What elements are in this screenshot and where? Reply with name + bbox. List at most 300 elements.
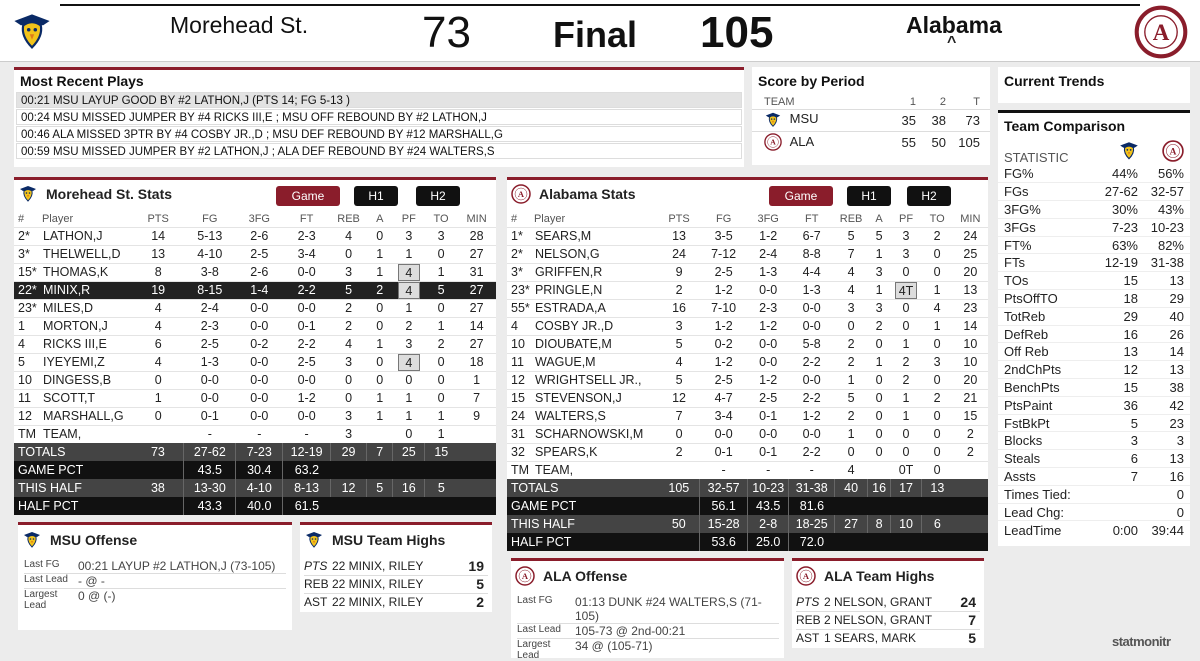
high-value: 7	[956, 611, 980, 629]
col-header[interactable]: 3FG	[236, 211, 283, 227]
stat-name: 2ndChPts	[998, 361, 1078, 379]
stat-cell: 1	[425, 425, 457, 443]
msu-stat-value: 13	[1078, 343, 1138, 361]
alabama-logo-icon	[1133, 4, 1189, 60]
stat-name: Lead Chg:	[998, 503, 1078, 521]
high-stat: AST	[304, 593, 332, 611]
stat-cell: 2	[658, 443, 699, 461]
stat-name: 3FGs	[998, 218, 1078, 236]
ala-stats-panel	[507, 177, 988, 547]
comparison-row	[998, 432, 1190, 450]
current-trends-panel	[998, 67, 1190, 103]
col-header[interactable]: Player	[42, 211, 132, 227]
stat-cell: 0-0	[184, 371, 236, 389]
col-header[interactable]: FG	[184, 211, 236, 227]
player-row[interactable]	[14, 281, 496, 299]
stat-cell: 2-5	[700, 371, 748, 389]
stat-cell: 4	[132, 317, 184, 335]
summary-cell: 5	[425, 479, 457, 497]
team-comparison-table	[998, 140, 1190, 165]
player-name: PRINGLE,N	[534, 281, 658, 299]
stat-cell: 0	[890, 317, 921, 335]
msu-offense-title: MSU Offense	[50, 532, 137, 548]
stat-cell: 13	[658, 227, 699, 245]
stat-cell: 4	[330, 335, 367, 353]
player-row[interactable]	[507, 227, 988, 245]
high-player: 22 MINIX, RILEY	[332, 557, 460, 575]
stat-cell: 2*	[507, 245, 534, 263]
summary-cell	[868, 533, 891, 551]
stat-cell: 0-0	[236, 299, 283, 317]
stat-cell: 15	[507, 389, 534, 407]
stat-cell: 5-13	[184, 227, 236, 245]
col-header[interactable]: PF	[393, 211, 425, 227]
summary-cell	[132, 461, 184, 479]
stat-cell: 5	[835, 389, 868, 407]
col-team: TEAM	[752, 95, 886, 109]
player-row[interactable]	[507, 389, 988, 407]
stat-cell: 24	[658, 245, 699, 263]
stat-cell: 3	[835, 299, 868, 317]
play-item: 00:21 MSU LAYUP GOOD BY #2 LATHON,J (PTS 14; FG 5-13 )	[16, 92, 742, 108]
half-pct-row	[14, 497, 496, 515]
stat-cell: -	[789, 461, 835, 479]
stat-cell: 1	[367, 335, 393, 353]
stat-cell: 2	[835, 353, 868, 371]
player-row[interactable]	[14, 425, 496, 443]
col-header[interactable]: FG	[700, 211, 748, 227]
ala-stat-value: 10-23	[1138, 218, 1190, 236]
summary-cell: 40.0	[236, 497, 283, 515]
stat-cell: 2-5	[283, 353, 330, 371]
stat-cell: 1	[835, 371, 868, 389]
player-row[interactable]	[14, 371, 496, 389]
stat-cell: 0	[922, 371, 953, 389]
stat-cell	[367, 425, 393, 443]
comparison-row	[998, 254, 1190, 272]
stat-cell: 1-2	[700, 281, 748, 299]
player-name: TEAM,	[42, 425, 132, 443]
col-header[interactable]: TO	[922, 211, 953, 227]
stat-cell: 0-1	[700, 443, 748, 461]
stat-cell: 0-0	[789, 317, 835, 335]
summary-cell: 25	[393, 443, 425, 461]
comparison-row	[998, 521, 1190, 539]
stat-cell: 4	[14, 335, 42, 353]
stat-cell: 14	[457, 317, 496, 335]
stat-cell: 2	[835, 335, 868, 353]
stat-cell: 14	[953, 317, 988, 335]
player-name: SCHARNOWSKI,M	[534, 425, 658, 443]
high-stat: AST	[796, 629, 824, 647]
ala-highs-title: ALA Team Highs	[824, 568, 934, 584]
player-row[interactable]	[14, 227, 496, 245]
stat-name: TotReb	[998, 307, 1078, 325]
ala-stat-value: 13	[1138, 361, 1190, 379]
summary-cell	[425, 461, 457, 479]
comparison-row	[998, 361, 1190, 379]
ala-stat-value: 14	[1138, 343, 1190, 361]
stat-cell: 1	[367, 245, 393, 263]
comparison-row	[998, 468, 1190, 486]
ala-stats-table	[507, 211, 988, 551]
summary-cell: 105	[658, 479, 699, 497]
comparison-row	[998, 396, 1190, 414]
stat-cell: 6-7	[789, 227, 835, 245]
team-high-row	[796, 593, 980, 611]
stat-cell: 4	[835, 461, 868, 479]
summary-cell: 73	[132, 443, 184, 461]
player-row[interactable]	[507, 263, 988, 281]
stat-name: Off Reb	[998, 343, 1078, 361]
col-header[interactable]: #	[507, 211, 534, 227]
stat-cell: 1	[890, 389, 921, 407]
stat-cell	[393, 353, 425, 371]
statmonitr-logo: statmonitr	[1112, 634, 1171, 649]
stat-cell: 10	[953, 335, 988, 353]
largest-lead-value: 0 @ (-)	[78, 589, 286, 612]
comparison-row	[998, 379, 1190, 397]
stat-cell: 2-6	[236, 263, 283, 281]
stat-cell: 1	[922, 281, 953, 299]
game-button[interactable]: Game	[769, 186, 833, 206]
stat-cell: 0-0	[236, 317, 283, 335]
stat-cell: 20	[953, 371, 988, 389]
player-name: LATHON,J	[42, 227, 132, 245]
stat-cell: 3	[658, 317, 699, 335]
summary-cell: THIS HALF	[507, 515, 658, 533]
totals-row	[14, 443, 496, 461]
high-stat: PTS	[304, 557, 332, 575]
comparison-row	[998, 343, 1190, 361]
msu-stat-value: 12-19	[1078, 254, 1138, 272]
ala-stat-value: 43%	[1138, 201, 1190, 219]
stat-cell: 2-2	[283, 335, 330, 353]
period-score: 35	[886, 109, 916, 131]
stat-cell: 0-0	[747, 353, 788, 371]
stat-cell: 2-2	[789, 443, 835, 461]
stat-cell: 0	[367, 227, 393, 245]
ala-highs-table	[796, 593, 980, 647]
stat-cell: 7-10	[700, 299, 748, 317]
stat-cell: 1	[890, 335, 921, 353]
player-row[interactable]	[14, 317, 496, 335]
player-row[interactable]	[507, 353, 988, 371]
player-name: RICKS III,E	[42, 335, 132, 353]
col-header[interactable]: REB	[330, 211, 367, 227]
foul-warning-box: 4	[398, 354, 420, 371]
stat-cell: 0	[868, 425, 891, 443]
team-high-row	[304, 575, 488, 593]
ala-highs-panel	[792, 558, 984, 648]
player-row[interactable]	[14, 407, 496, 425]
player-name: NELSON,G	[534, 245, 658, 263]
summary-cell: 15-28	[700, 515, 748, 533]
player-row[interactable]	[14, 263, 496, 281]
player-row[interactable]	[507, 281, 988, 299]
stat-cell: 2	[868, 317, 891, 335]
eagle-logo-icon	[18, 184, 38, 204]
last-fg-label: Last FG	[517, 595, 575, 624]
stat-cell: 27	[457, 281, 496, 299]
player-row[interactable]	[14, 335, 496, 353]
stat-cell	[457, 425, 496, 443]
player-row[interactable]	[507, 425, 988, 443]
stat-cell: 0	[330, 371, 367, 389]
player-row[interactable]	[14, 389, 496, 407]
stat-cell: 13	[953, 281, 988, 299]
stat-cell: 0	[425, 353, 457, 371]
col-header[interactable]: FT	[283, 211, 330, 227]
period-row-msu	[752, 109, 990, 131]
player-row[interactable]	[507, 245, 988, 263]
stat-cell: 0-1	[747, 407, 788, 425]
stat-cell: 2-5	[236, 245, 283, 263]
msu-stat-value: 44%	[1078, 165, 1138, 183]
ala-stat-value: 38	[1138, 379, 1190, 397]
stat-cell: 5	[14, 353, 42, 371]
stat-cell: -	[747, 461, 788, 479]
stat-cell: 0-0	[236, 371, 283, 389]
stat-cell: 0	[922, 443, 953, 461]
summary-cell: 13-30	[184, 479, 236, 497]
player-row[interactable]	[14, 353, 496, 371]
col-header[interactable]: A	[367, 211, 393, 227]
stat-cell: 1-2	[747, 317, 788, 335]
game-button[interactable]: Game	[276, 186, 340, 206]
team-comparison-title: Team Comparison	[998, 113, 1190, 134]
stat-cell: 2-3	[184, 317, 236, 335]
stat-cell: 0	[425, 371, 457, 389]
last-fg-label: Last FG	[24, 559, 78, 574]
col-header[interactable]: 3FG	[747, 211, 788, 227]
stat-cell: 8-15	[184, 281, 236, 299]
score-by-period-table	[752, 95, 990, 153]
stat-cell: 1	[14, 317, 42, 335]
stat-cell: 27	[457, 245, 496, 263]
summary-cell: 27-62	[184, 443, 236, 461]
last-lead-value: - @ -	[78, 574, 286, 589]
stat-cell: 2-3	[747, 299, 788, 317]
summary-cell	[953, 479, 988, 497]
stat-cell: 0-0	[283, 299, 330, 317]
summary-cell: 43.5	[184, 461, 236, 479]
col-header[interactable]: PTS	[658, 211, 699, 227]
col-header[interactable]: TO	[425, 211, 457, 227]
stat-cell: 2-5	[700, 263, 748, 281]
stat-cell: 1	[922, 317, 953, 335]
high-player: 22 MINIX, RILEY	[332, 593, 460, 611]
stat-cell: 28	[457, 227, 496, 245]
stat-cell: 12	[14, 407, 42, 425]
col-p2: 2	[916, 95, 946, 109]
stat-cell: 1-3	[747, 263, 788, 281]
stat-cell: 4-10	[184, 245, 236, 263]
player-row[interactable]	[14, 299, 496, 317]
ala-offense-panel	[511, 558, 784, 658]
ala-stat-value: 16	[1138, 468, 1190, 486]
h2-button[interactable]: H2	[907, 186, 951, 206]
stat-cell: 0	[425, 299, 457, 317]
stat-cell: 3	[393, 335, 425, 353]
summary-cell: 27	[835, 515, 868, 533]
stat-cell: 4	[132, 299, 184, 317]
stat-cell: 1	[425, 263, 457, 281]
last-lead-label: Last Lead	[517, 624, 575, 639]
stat-cell: 3	[890, 245, 921, 263]
player-row[interactable]	[507, 299, 988, 317]
summary-cell: 50	[658, 515, 699, 533]
stat-cell	[868, 461, 891, 479]
stat-cell: 3	[330, 407, 367, 425]
summary-cell	[457, 479, 496, 497]
stat-cell: 3	[868, 263, 891, 281]
h2-button[interactable]: H2	[416, 186, 460, 206]
stat-cell: 13	[132, 245, 184, 263]
stat-cell: 1	[835, 425, 868, 443]
comparison-row	[998, 325, 1190, 343]
player-row[interactable]	[507, 443, 988, 461]
summary-cell: 16	[868, 479, 891, 497]
eagle-logo-icon	[304, 530, 324, 550]
summary-cell	[330, 497, 367, 515]
player-name: SPEARS,K	[534, 443, 658, 461]
summary-cell: 7	[367, 443, 393, 461]
summary-cell	[367, 497, 393, 515]
stat-cell: 3-4	[700, 407, 748, 425]
col-header[interactable]: #	[14, 211, 42, 227]
stat-cell: 2-5	[747, 389, 788, 407]
player-row[interactable]	[507, 371, 988, 389]
comparison-row	[998, 414, 1190, 432]
col-header[interactable]: PF	[890, 211, 921, 227]
col-header[interactable]: REB	[835, 211, 868, 227]
high-value: 5	[460, 575, 488, 593]
comparison-row	[998, 450, 1190, 468]
msu-offense-table	[24, 559, 286, 611]
winner-indicator-icon: ^	[947, 34, 956, 52]
largest-lead-label: Largest Lead	[24, 589, 78, 612]
msu-stat-value: 7-23	[1078, 218, 1138, 236]
col-header[interactable]: FT	[789, 211, 835, 227]
player-row[interactable]	[507, 461, 988, 479]
stat-cell: 15	[953, 407, 988, 425]
col-header[interactable]: A	[868, 211, 891, 227]
stat-cell: 0T	[890, 461, 921, 479]
summary-cell: GAME PCT	[507, 497, 658, 515]
ala-stat-value: 0	[1138, 503, 1190, 521]
stat-cell: 3	[330, 425, 367, 443]
alabama-logo-icon	[515, 566, 535, 586]
player-name: MORTON,J	[42, 317, 132, 335]
summary-cell: 6	[922, 515, 953, 533]
stat-cell: 3	[330, 353, 367, 371]
stat-cell: 2	[890, 371, 921, 389]
stat-cell: 5	[425, 281, 457, 299]
statistic-header: STATISTIC	[998, 140, 1096, 165]
ala-stats-title: Alabama Stats	[539, 186, 635, 202]
ala-stat-value: 31-38	[1138, 254, 1190, 272]
scoreboard-header	[0, 0, 1200, 62]
summary-cell	[457, 461, 496, 479]
msu-stat-value: 29	[1078, 307, 1138, 325]
h1-button[interactable]: H1	[847, 186, 891, 206]
player-row[interactable]	[507, 407, 988, 425]
ala-stat-value: 29	[1138, 290, 1190, 308]
stat-cell: 0	[658, 425, 699, 443]
stat-cell: TM	[14, 425, 42, 443]
player-name: WRIGHTSELL JR.,	[534, 371, 658, 389]
summary-cell: 25.0	[747, 533, 788, 551]
msu-stat-value: 3	[1078, 432, 1138, 450]
stat-cell: 1	[457, 371, 496, 389]
period-score: 50	[916, 131, 946, 153]
stat-cell: 4	[835, 281, 868, 299]
stat-cell: 12	[507, 371, 534, 389]
stat-cell: 8-8	[789, 245, 835, 263]
stat-cell: 0	[835, 443, 868, 461]
this-half-row	[507, 515, 988, 533]
msu-highs-title: MSU Team Highs	[332, 532, 445, 548]
stat-cell: 0-0	[747, 425, 788, 443]
summary-cell: 13	[922, 479, 953, 497]
stat-cell: 0-1	[283, 317, 330, 335]
msu-stat-value	[1078, 503, 1138, 521]
stat-cell: 0-0	[700, 425, 748, 443]
msu-offense-panel	[18, 522, 292, 630]
stat-cell: 3	[330, 263, 367, 281]
period-score: 55	[886, 131, 916, 153]
stat-cell: 0	[425, 245, 457, 263]
stat-cell: 7	[457, 389, 496, 407]
stat-cell: 2	[367, 281, 393, 299]
summary-cell	[922, 497, 953, 515]
col-p1: 1	[886, 95, 916, 109]
comparison-row	[998, 201, 1190, 219]
away-team-name: Morehead St.	[170, 12, 308, 39]
summary-cell: 30.4	[236, 461, 283, 479]
player-row[interactable]	[14, 245, 496, 263]
col-header[interactable]: MIN	[953, 211, 988, 227]
stat-cell: 7	[835, 245, 868, 263]
stat-cell: 14	[132, 227, 184, 245]
player-row[interactable]	[507, 335, 988, 353]
summary-cell	[835, 497, 868, 515]
stat-cell: 1	[868, 245, 891, 263]
msu-stat-value: 63%	[1078, 236, 1138, 254]
col-header[interactable]: PTS	[132, 211, 184, 227]
stat-cell: 31	[457, 263, 496, 281]
stat-cell	[393, 263, 425, 281]
player-row[interactable]	[507, 317, 988, 335]
col-header[interactable]: MIN	[457, 211, 496, 227]
recent-plays-panel	[14, 67, 744, 167]
msu-stat-value: 12	[1078, 361, 1138, 379]
home-score: 105	[700, 8, 773, 58]
col-header[interactable]: Player	[534, 211, 658, 227]
stat-cell: 22*	[14, 281, 42, 299]
stat-cell: 1*	[507, 227, 534, 245]
h1-button[interactable]: H1	[354, 186, 398, 206]
summary-cell: 32-57	[700, 479, 748, 497]
score-by-period-panel	[752, 67, 990, 165]
stat-name: FGs	[998, 183, 1078, 201]
high-value: 5	[956, 629, 980, 647]
ala-stat-value: 13	[1138, 450, 1190, 468]
totals-row	[507, 479, 988, 497]
stat-cell: 3	[868, 299, 891, 317]
summary-cell	[425, 497, 457, 515]
